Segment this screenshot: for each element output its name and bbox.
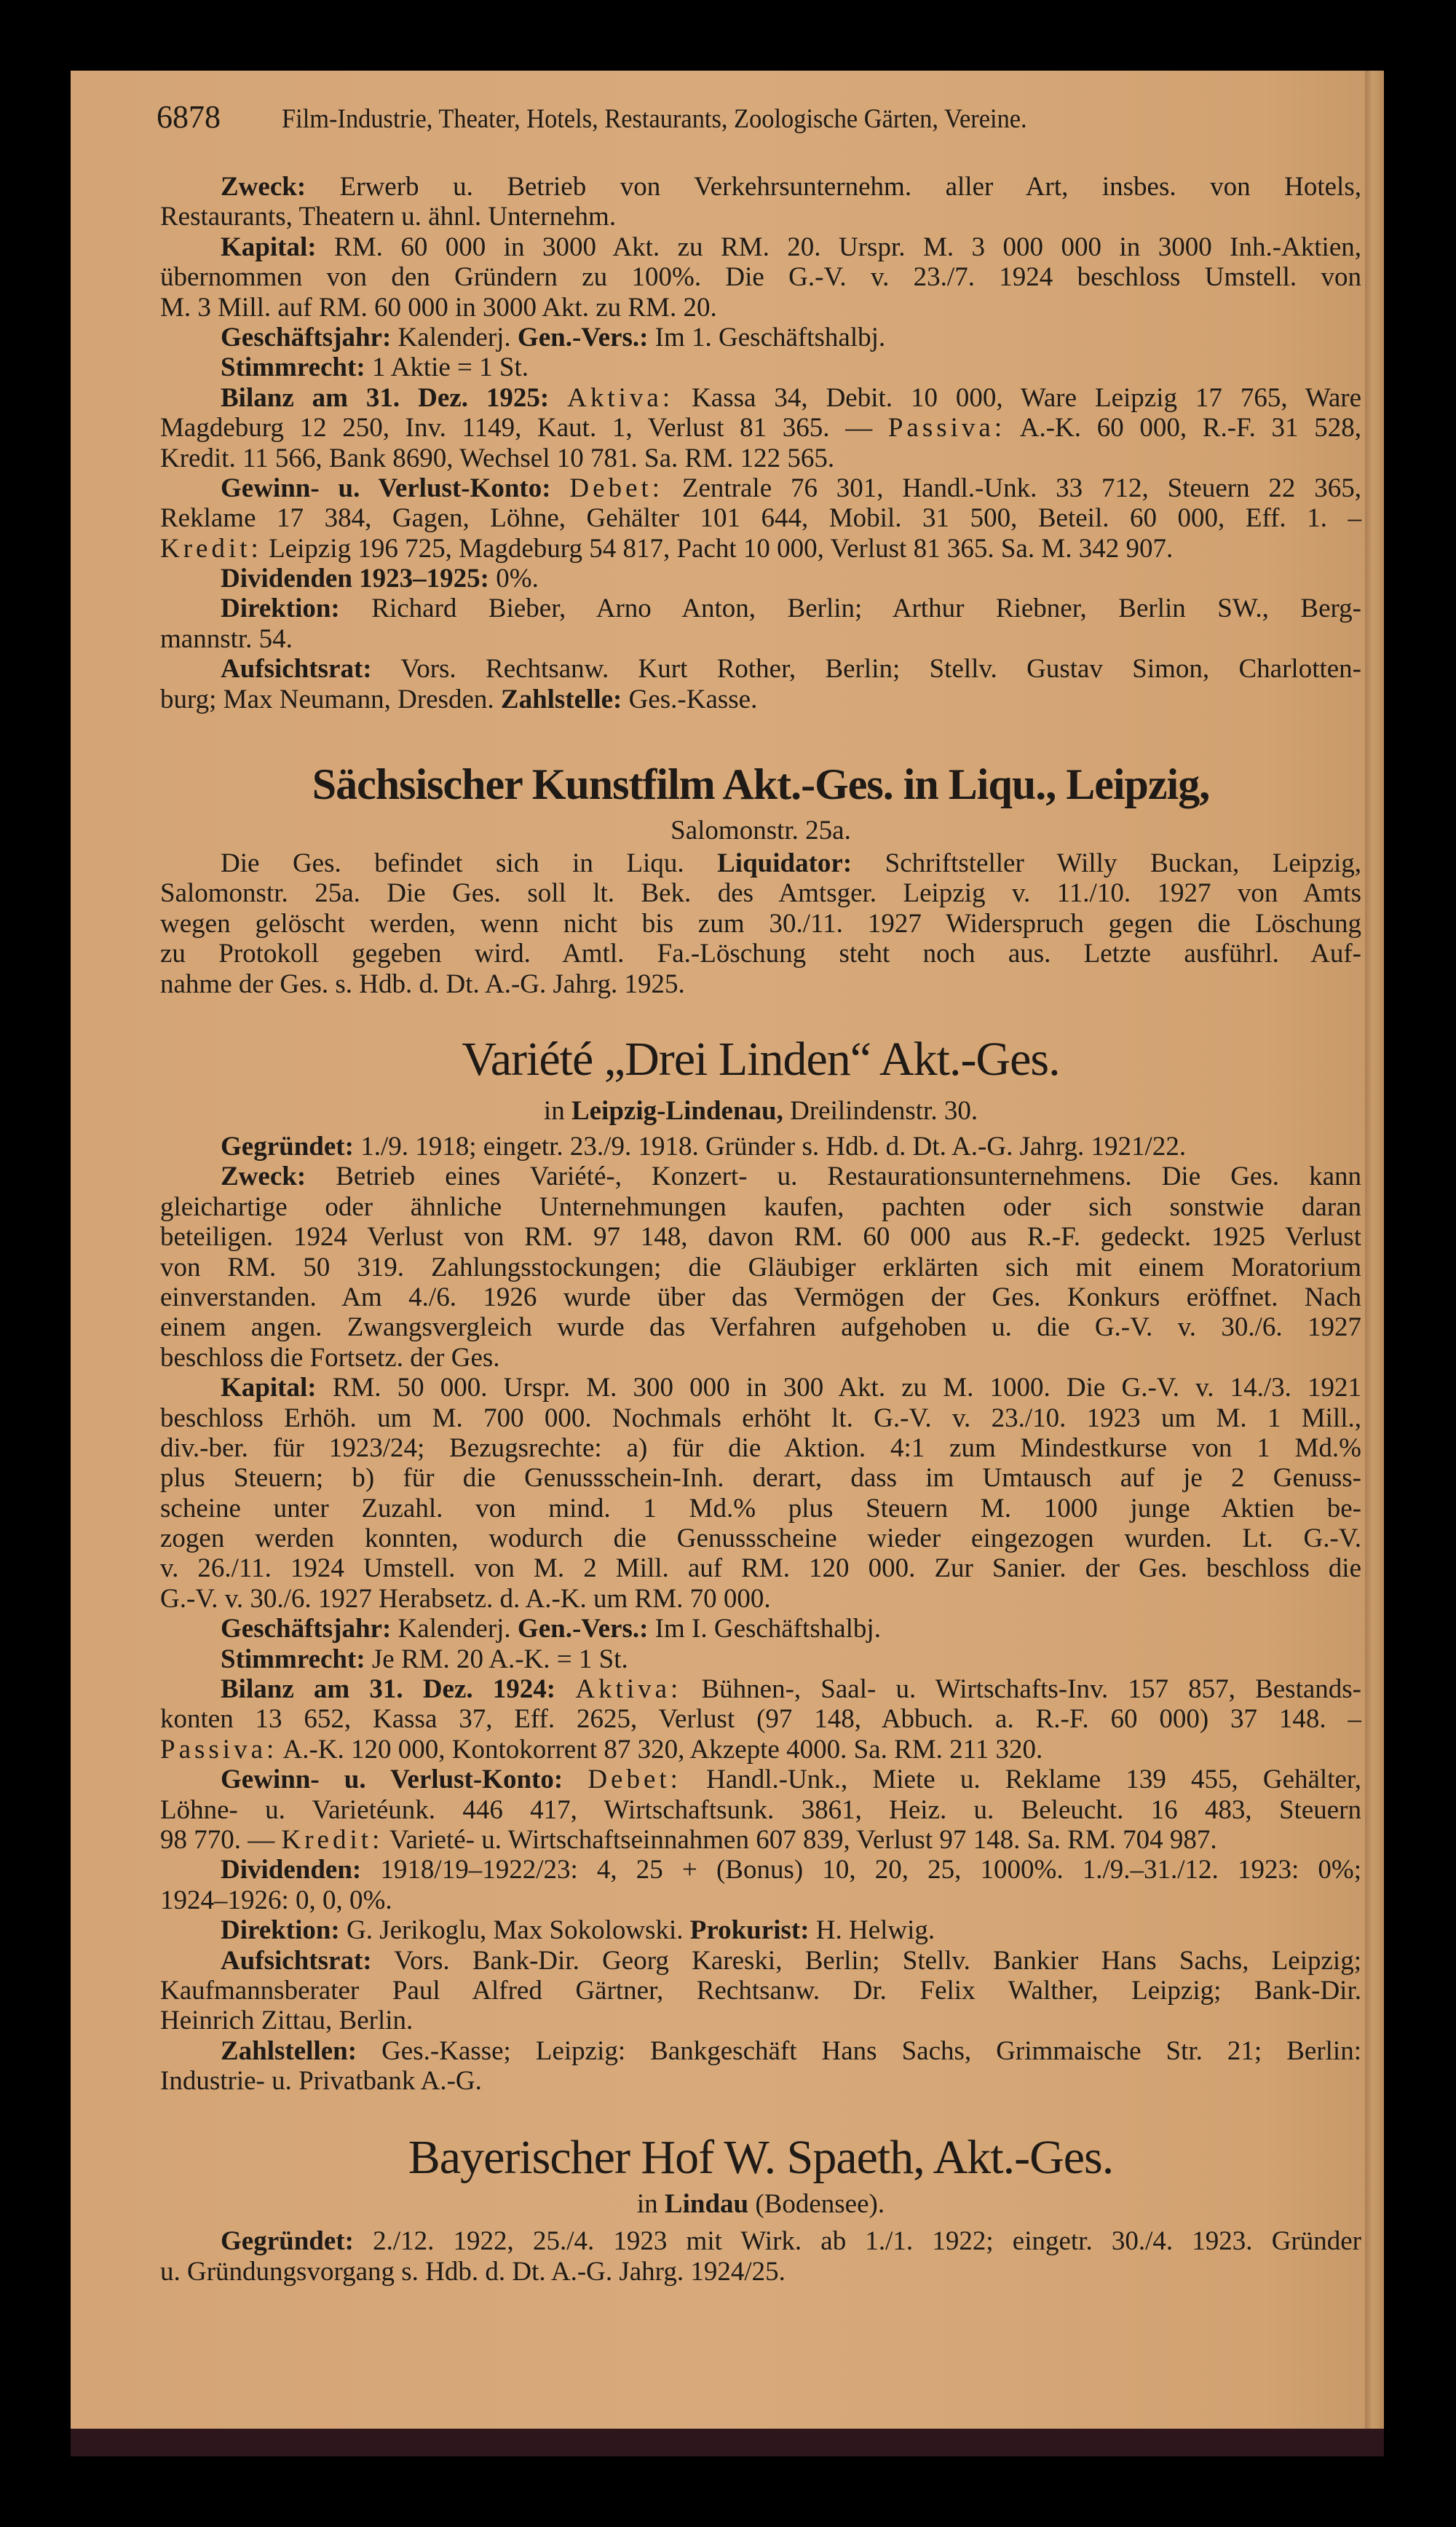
paragraph [160,1674,1361,1765]
bold-label: Lindau [664,2189,749,2220]
text-run: wegen gelöscht werden, wenn nicht bis zum 30./11. 1927 Widerspruch gegen die Löschung [160,908,1361,939]
page-edge-shadow [1365,71,1384,2437]
text-run: Industrie- u. Privatbank A.-G. [160,2066,482,2097]
text-line [160,969,1361,999]
text-run: Kredit. 11 566, Bank 8690, Wechsel 10 781. Sa. RM. 122 565. [160,443,835,473]
text-run: 1 Aktie = 1 St. [365,352,529,383]
text-run: in [636,2189,665,2220]
running-header [157,98,1321,136]
text-line [160,1403,1361,1433]
entry-paragraphs [160,848,1361,999]
bold-label: Zahlstellen: [221,2035,357,2066]
bold-label: Aufsichtsrat: [221,654,372,685]
bold-label: Zahlstelle: [500,684,622,714]
text-line [160,939,1361,969]
bold-label: Kapital: [221,232,317,262]
text-run: Die Ges. befindet sich in Liqu. [221,848,718,879]
bold-label: Dividenden 1923–1925: [221,564,490,594]
text-line [160,1674,1361,1704]
text-run: (Bodensee). [748,2189,885,2220]
spaced-label: Passiva: [160,1734,278,1765]
text-run: Salomonstr. 25a. Die Ges. soll lt. Bek. des Amtsger. Leipzig v. 11./10. 1927 von Amts [160,878,1361,909]
company-location [160,1095,1361,1127]
text-run: Varieté- u. Wirtschaftseinnahmen 607 839, Verlust 97 148. Sa. RM. 704 987. [383,1824,1217,1855]
paragraph [160,1915,1361,1945]
text-line [160,909,1361,939]
text-run: H. Helwig. [809,1915,935,1946]
text-line [160,534,1361,564]
paragraph [160,1162,1361,1373]
text-line [160,1282,1361,1312]
text-line [160,1644,1361,1674]
bold-label: Gewinn- u. Verlust-Konto: [221,1765,563,1795]
spaced-label: Kredit: [281,1824,384,1855]
text-run: Kassa 34, Debit. 10 000, Ware Leipzig 17 765, Ware [673,382,1362,413]
paragraph [160,1855,1361,1915]
paragraph [160,1373,1361,1614]
bold-label: Kapital: [221,1373,317,1403]
text-run: v. 26./11. 1924 Umstell. von M. 2 Mill. auf RM. 120 000. Zur Sanier. der Ges. beschloss die [160,1553,1361,1584]
text-run: einem angen. Zwangsvergleich wurde das Verfahren aufgehoben u. die G.-V. v. 30./6. 1927 [160,1312,1361,1343]
text-run: einverstanden. Am 4./6. 1926 wurde über das Vermögen der Ges. Konkurs eröffnet. Nach [160,1282,1361,1312]
book-binding-edge [71,2429,1384,2456]
text-line [160,624,1361,654]
spaced-label: Passiva: [887,413,1006,443]
text-line [160,293,1361,323]
bold-label: Liquidator: [717,848,852,879]
text-run: beteiligen. 1924 Verlust von RM. 97 148, davon RM. 60 000 aus R.-F. gedeckt. 1925 Verlust [160,1222,1361,1253]
bold-label: Dividenden: [221,1855,362,1885]
text-run [551,473,570,503]
company-entry [160,1030,1361,2097]
spaced-label: Debet: [569,473,664,503]
text-run: 1918/19–1922/23: 4, 25 + (Bonus) 10, 20, 25, 1000%. 1./9.–31./12. 1923: 0%; [361,1855,1361,1885]
bold-label: Stimmrecht: [221,352,365,383]
text-line [160,1523,1361,1553]
text-run: 0%. [489,564,539,594]
bold-label: Gen.-Vers.: [517,1614,649,1644]
text-line [160,1946,1361,1976]
text-line [160,1976,1361,2006]
company-title: Bayerischer Hof W. Spaeth, Akt.-Ges. [408,2131,1114,2185]
text-run: Schriftsteller Willy Buckan, Leipzig, [852,848,1362,879]
text-run: in [543,1095,571,1126]
paragraph [160,1765,1361,1855]
text-line [160,1253,1361,1282]
text-line [160,1312,1361,1342]
text-run [549,383,567,413]
company-location [160,2188,1361,2220]
bold-label: Gegründet: [221,1131,354,1162]
paragraph [160,564,1361,594]
paragraph [160,2036,1361,2097]
text-run: mannstr. 54. [160,623,293,654]
text-line [160,1584,1361,1614]
text-run: Ges.-Kasse; Leipzig: Bankgeschäft Hans Sachs, Grimmaische Str. 21; Berlin: [357,2035,1361,2066]
bold-label: Gewinn- u. Verlust-Konto: [221,473,551,503]
text-run: Kalenderj. [391,322,518,352]
text-run: M. 3 Mill. auf RM. 60 000 in 3000 Akt. zu RM. 20. [160,292,717,323]
text-line [160,848,1361,878]
text-run: Kalenderj. [391,1614,518,1644]
text-run: Salomonstr. 25a. [670,816,851,846]
text-line [160,1222,1361,1252]
text-line [160,323,1361,352]
text-run [563,1765,587,1794]
text-run: plus Steuern; b) für die Genussschein-Inh. derart, dass im Umtausch auf je 2 Genuss- [160,1463,1361,1494]
text-line [160,1825,1361,1855]
text-run: Leipzig 196 725, Magdeburg 54 817, Pacht 10 000, Verlust 81 365. Sa. M. 342 907. [261,533,1174,564]
page-body [160,172,1361,2287]
bold-label: Prokurist: [689,1915,810,1946]
text-run: Reklame 17 384, Gagen, Löhne, Gehälter 101 644, Mobil. 31 500, Beteil. 60 000, Eff. 1. – [160,503,1361,534]
text-line [160,2036,1361,2066]
text-line [160,594,1361,623]
text-run: scheine unter Zuzahl. von mind. 1 Md.% plus Steuern M. 1000 junge Aktien be- [160,1493,1361,1523]
text-line [160,1735,1361,1765]
text-run: div.-ber. für 1923/24; Bezugsrechte: a) für die Aktion. 4:1 zum Mindestkurse von 1 Md.% [160,1432,1361,1463]
paragraph [160,352,1361,382]
paragraph [160,594,1361,654]
text-line [160,2006,1361,2035]
paragraph [160,1946,1361,2036]
text-run: Löhne- u. Varietéunk. 446 417, Wirtschaftsunk. 3861, Heiz. u. Beleucht. 16 483, Steuern [160,1794,1361,1825]
paragraph [160,473,1361,564]
text-run: Im I. Geschäftshalbj. [648,1614,881,1644]
text-run: Ges.-Kasse. [622,684,758,714]
text-run: Zentrale 76 301, Handl.-Unk. 33 712, Steuern 22 365, [663,473,1362,503]
text-run: nahme der Ges. s. Hdb. d. Dt. A.-G. Jahrg. 1925. [160,969,685,999]
text-run: 2./12. 1922, 25./4. 1923 mit Wirk. ab 1./1. 1922; eingetr. 30./4. 1923. Gründer [353,2226,1361,2257]
paragraph [160,172,1361,232]
text-run: u. Gründungsvorgang s. Hdb. d. Dt. A.-G. Jahrg. 1924/25. [160,2256,786,2287]
text-run: Restaurants, Theatern u. ähnl. Unternehm. [160,202,617,232]
company-location [160,815,1361,847]
text-run: G.-V. v. 30./6. 1927 Herabsetz. d. A.-K. um RM. 70 000. [160,1583,771,1614]
text-line [160,383,1361,413]
company-entry [160,755,1361,999]
text-line [160,1373,1361,1403]
text-line [160,1433,1361,1463]
text-line [160,1494,1361,1523]
paragraph [160,848,1361,999]
text-run: beschloss Erhöh. um M. 700 000. Nochmals erhöht lt. G.-V. v. 23./10. 1923 um M. 1 Mill., [160,1403,1361,1433]
text-line [160,262,1361,292]
text-line [160,503,1361,533]
text-run: 98 770. — [160,1824,282,1855]
text-line [160,352,1361,382]
paragraph [160,654,1361,714]
text-run: beschloss die Fortsetz. der Ges. [160,1342,500,1373]
text-run: Erwerb u. Betrieb von Verkehrsunternehm. aller Art, insbes. von Hotels, [306,172,1361,202]
text-run: Handl.-Unk., Miete u. Reklame 139 455, Gehälter, [681,1765,1362,1795]
text-run: burg; Max Neumann, Dresden. [160,684,501,714]
paragraph [160,1132,1361,1162]
bold-label: Geschäftsjahr: [221,322,392,352]
entry-paragraphs [160,2226,1361,2287]
company-title: Sächsischer Kunstfilm Akt.-Ges. in Liqu., Leipzig, [312,760,1210,809]
text-line [160,443,1361,473]
paragraph [160,383,1361,473]
text-line [160,2066,1361,2096]
text-line [160,2257,1361,2287]
text-line [160,1162,1361,1191]
text-line [160,1765,1361,1794]
text-run: Je RM. 20 A.-K. = 1 St. [365,1644,628,1674]
spaced-label: Debet: [587,1765,681,1795]
text-line [160,1885,1361,1915]
page-number: 6878 [157,99,221,135]
bold-label: Bilanz am 31. Dez. 1925: [221,382,550,413]
spaced-label: Kredit: [160,533,262,564]
running-title: Film-Industrie, Theater, Hotels, Restaurants, Zoologische Gärten, Vereine. [282,104,1027,134]
text-line [160,1553,1361,1583]
text-line [160,202,1361,232]
spaced-label: Aktiva: [575,1674,682,1705]
text-line [160,1915,1361,1945]
paragraph [160,1644,1361,1674]
text-line [160,654,1361,684]
entry-paragraphs [160,172,1361,714]
text-run: Magdeburg 12 250, Inv. 1149, Kaut. 1, Verlust 81 365. — [160,413,888,443]
bold-label: Zweck: [221,1162,306,1192]
text-run: Dreilindenstr. 30. [783,1095,978,1126]
bold-label: Gen.-Vers.: [517,322,649,352]
text-run: Im 1. Geschäftshalbj. [648,322,886,352]
text-run: übernommen von den Gründern zu 100%. Die G.-V. v. 23./7. 1924 beschloss Umstell. von [160,262,1361,293]
bold-label: Bilanz am 31. Dez. 1924: [221,1674,556,1705]
text-run: Richard Bieber, Arno Anton, Berlin; Arthur Riebner, Berlin SW., Berg- [339,594,1361,624]
text-run: Heinrich Zittau, Berlin. [160,2006,414,2036]
text-run: Bühnen-, Saal- u. Wirtschafts-Inv. 157 857, Bestands- [681,1674,1361,1705]
bold-label: Leipzig-Lindenau, [571,1095,783,1126]
bold-label: Geschäftsjahr: [221,1614,392,1644]
paragraph [160,2226,1361,2287]
bold-label: Zweck: [221,172,306,202]
spaced-label: Aktiva: [567,382,674,413]
text-run: 1924–1926: 0, 0, 0%. [160,1885,392,1915]
paragraph [160,232,1361,323]
text-line [160,473,1361,503]
bold-label: Stimmrecht: [221,1644,365,1674]
bold-label: Direktion: [221,1915,340,1946]
text-run: A.-K. 60 000, R.-F. 31 528, [1005,413,1361,443]
text-line [160,685,1361,714]
text-line [160,1192,1361,1222]
text-run: Vors. Rechtsanw. Kurt Rother, Berlin; Stellv. Gustav Simon, Charlotten- [371,654,1361,685]
text-line [160,413,1361,443]
section-continued-entry [160,172,1361,714]
bold-label: Direktion: [221,594,340,624]
text-run: zogen werden konnten, wodurch die Genussscheine wieder eingezogen wurden. Lt. G.-V. [160,1523,1361,1554]
company-entry [160,2129,1361,2287]
text-line [160,1132,1361,1162]
text-run: von RM. 50 319. Zahlungsstockungen; die Gläubiger erklärten sich mit einem Moratorium [160,1252,1361,1282]
text-line [160,1704,1361,1734]
text-line [160,172,1361,202]
text-line [160,1855,1361,1885]
entry-paragraphs [160,1132,1361,2097]
text-line [160,1614,1361,1644]
company-title: Variété „Drei Linden“ Akt.-Ges. [462,1032,1060,1086]
text-run: Betrieb eines Variété-, Konzert- u. Restaurationsunternehmens. Die Ges. kann [306,1162,1361,1192]
text-line [160,1795,1361,1825]
text-run: Vors. Bank-Dir. Georg Kareski, Berlin; Stellv. Bankier Hans Sachs, Leipzig; [371,1945,1361,1976]
text-line [160,1343,1361,1373]
text-run: RM. 60 000 in 3000 Akt. zu RM. 20. Urspr. M. 3 000 000 in 3000 Inh.-Aktien, [316,232,1361,262]
bold-label: Aufsichtsrat: [221,1945,372,1976]
text-run: RM. 50 000. Urspr. M. 300 000 in 300 Akt. zu M. 1000. Die G.-V. v. 14./3. 1921 [316,1373,1361,1403]
bold-label: Gegründet: [221,2226,354,2257]
text-line [160,878,1361,908]
text-line [160,2226,1361,2256]
paragraph [160,1614,1361,1644]
text-run: zu Protokoll gegeben wird. Amtl. Fa.-Löschung steht noch aus. Letzte ausführl. Auf- [160,939,1361,969]
text-line [160,564,1361,594]
text-run: 1./9. 1918; eingetr. 23./9. 1918. Gründer s. Hdb. d. Dt. A.-G. Jahrg. 1921/22. [353,1131,1187,1162]
text-run: Kaufmannsberater Paul Alfred Gärtner, Rechtsanw. Dr. Felix Walther, Leipzig; Bank-Dir. [160,1975,1361,2006]
text-run: gleichartige oder ähnliche Unternehmungen kaufen, pachten oder sich sonstwie daran [160,1191,1361,1222]
text-line [160,1463,1361,1493]
paragraph [160,323,1361,352]
text-run: G. Jerikoglu, Max Sokolowski. [339,1915,690,1946]
text-run: konten 13 652, Kassa 37, Eff. 2625, Verlust (97 148, Abbuch. a. R.-F. 60 000) 37 148. – [160,1704,1361,1735]
text-line [160,232,1361,262]
text-run: A.-K. 120 000, Kontokorrent 87 320, Akzepte 4000. Sa. RM. 211 320. [277,1734,1043,1765]
text-run [555,1674,575,1704]
